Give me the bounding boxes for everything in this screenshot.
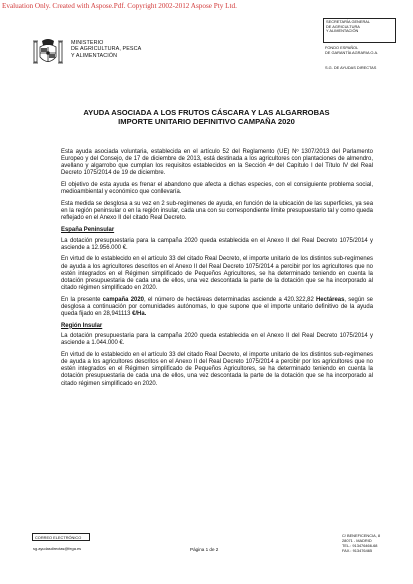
paragraph-intro: Esta ayuda asociada voluntaria, establecida en el artículo 52 del Reglamento (UE) Nº 1307/2013 del Parlamento Europeo y del Consejo, de 17 de diciembre de 2013, está destinada a los agricultores con plantaciones de almendro, avellano y algarrobo que cumplan los requisitos establecidos en la Sección 4ª del Capítulo I del Título IV del Real Decreto 1075/2014 de 19 de diciembre.: [61, 149, 373, 177]
paragraph-peninsular-method: En virtud de lo establecido en el artículo 33 del citado Real Decreto, el importe unitario de los distintos sub-regímenes de ayuda a los agricultores descritos en el Anexo II del Real Decreto 1075/2014 a percibir por los agricultores que no estén integrados en el Régimen simplificado de Pequeños Agricultores, se ha determinado teniendo en cuenta la dotación presupuestaria de cada una de ellos, una vez descontada la parte de la dotación que se ha incorporado al citado régimen simplificado en 2020.: [61, 256, 373, 291]
text-segment: En la presente: [61, 296, 103, 303]
ministry-name: [71, 40, 141, 59]
paragraph-insular-budget: La dotación presupuestaria para la campaña 2020 queda establecida en el Anexo II del Real Decreto 1075/2014 y asciende a 1.044.000 €.: [61, 333, 373, 347]
email-label-box: CORREO ELECTRÓNICO: [32, 533, 90, 541]
secretariat-box: SECRETARÍA GENERAL DE AGRICULTURA Y ALIMENTACIÓN: [323, 18, 396, 43]
heading-peninsular: España Peninsular: [61, 226, 115, 233]
paragraph-subregimes: Esta medida se desglosa a su vez en 2 sub-regímenes de ayuda, en función de la ubicación de las superficies, ya sea en la región peninsular o en la región insular, cada una con su correspondiente límite presupuestario tal y como queda reflejado en el Anexo II del citado Real Decreto.: [61, 200, 373, 222]
ministry-line: Y ALIMENTACIÓN: [71, 52, 118, 59]
paragraph-objective: El objetivo de esta ayuda es frenar el abandono que afecta a dichas especies, con el consiguiente problema social, medioambiental y económico que conllevaría.: [61, 182, 373, 196]
page-number: Página 1 de 2: [190, 547, 219, 552]
text-segment: , el número de hectáreas determinadas asciende a 420.322,82: [143, 296, 316, 303]
document-body: [61, 149, 373, 392]
paragraph-peninsular-amount: [61, 297, 373, 318]
heading-insular: Región Insular: [61, 322, 103, 329]
paragraph-peninsular-budget: La dotación presupuestaria para la campaña 2020 queda establecida en el Anexo II del Real Decreto 1075/2014 y asciende a 12.956.000 €.: [61, 237, 373, 251]
ministry-line: MINISTERIO: [71, 40, 104, 46]
spain-coat-of-arms-icon: [30, 38, 66, 68]
subdirectorate-label: S.G. DE AYUDAS DIRECTAS: [325, 65, 377, 70]
document-title: [40, 108, 373, 127]
contact-email: sg.ayudasdirectas@fega.es: [33, 546, 82, 551]
postal-address: C/ BENEFICENCIA, 8 28071 - MADRID TEL.: 913476466-68 FAX.: 913476465: [342, 533, 381, 553]
text-segment: , según se desglosa a continuación por comunidades autónomas, lo que supone que el importe unitario definitivo de la ayuda queda fijado en 28,941113: [61, 296, 373, 317]
title-line-1: AYUDA ASOCIADA A LOS FRUTOS CÁSCARA Y LAS ALGARROBAS: [83, 108, 330, 117]
hectares-emphasis: Hectáreas: [316, 296, 345, 303]
title-line-2: IMPORTE UNITARIO DEFINITIVO CAMPAÑA 2020: [118, 117, 295, 127]
campaign-emphasis: campaña 2020: [102, 296, 144, 303]
fund-label: FONDO ESPAÑOL DE GARANTÍA AGRARIA O.A.: [325, 45, 379, 55]
paragraph-insular-method: En virtud de lo establecido en el artículo 33 del citado Real Decreto, el importe unitario de los distintos sub-regímenes de ayuda a los agricultores descritos en el Anexo II del Real Decreto 1075/2014 a percibir por los agricultores que no estén integrados en el Régimen simplificado de Pequeños Agricultores, se ha determinado teniendo en cuenta la dotación presupuestaria de cada una de ellos, una vez descontada la parte de la dotación que se ha incorporado al citado régimen simplificado en 2020.: [61, 352, 373, 387]
ministry-line: DE AGRICULTURA, PESCA: [71, 46, 142, 53]
unit-emphasis: €/Ha.: [132, 310, 147, 317]
evaluation-watermark: Evaluation Only. Created with Aspose.Pdf. Copyright 2002-2012 Aspose Pty Ltd.: [2, 2, 237, 10]
